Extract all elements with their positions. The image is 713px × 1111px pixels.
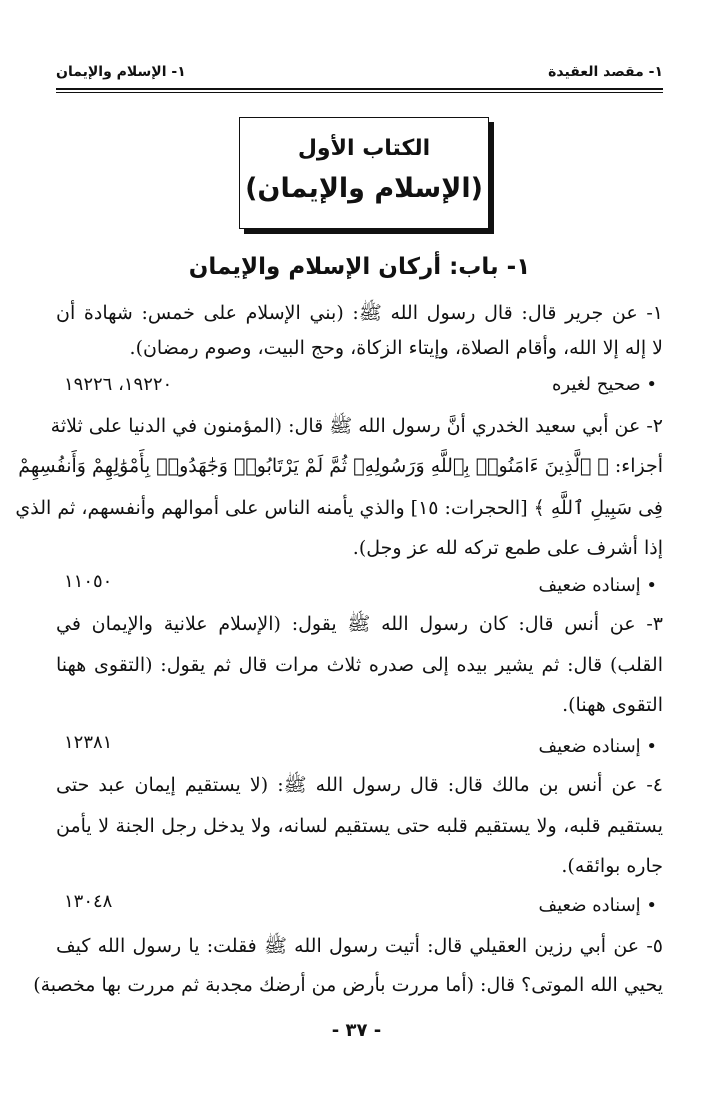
text-line: لا إله إلا الله، وأقام الصلاة، وإيتاء الزكاة، وحج البيت، وصوم رمضان). [129,337,663,359]
header-chapter-title: ١- الإسلام والإيمان [56,64,186,80]
grade-note: • صحيح لغيره [552,374,657,395]
text-line: القلب) قال: ثم يشير بيده إلى صدره ثلاث مرات قال ثم يقول: (التقوى ههنا [56,654,663,676]
book-title: الكتاب الأول [297,136,431,161]
reference-number: ١٢٣٨١ [64,732,113,753]
text-line: ٥- عن أبي رزين العقيلي قال: أتيت رسول الله ﷺ فقلت: يا رسول الله كيف [56,935,663,957]
book-title-box [239,117,489,229]
text-line: جاره بوائقه). [561,855,663,877]
header-rule [56,88,663,90]
reference-number: ١١٠٥٠ [64,571,113,592]
text-line: أجزاء: ﴿ ٱلَّذِينَ ءَامَنُوا۟ بِٱللَّهِ وَرَسُولِهِۦ ثُمَّ لَمْ يَرْتَابُوا۟ وَجَٰهَدُوا۟ بِأَمْوَٰلِهِمْ وَأَنفُسِهِمْ [18,455,663,477]
text-line: فِى سَبِيلِ ٱللَّهِ ﴾ [الحجرات: ١٥] والذي يأمنه الناس على أموالهم وأنفسهم، ثم الذي [15,497,663,519]
header-rule-thin [56,92,663,93]
reference-number: ١٩٢٢٠، ١٩٢٢٦ [64,374,173,395]
book-subtitle: (الإسلام والإيمان) [245,173,483,204]
text-line: ١- عن جرير قال: قال رسول الله ﷺ: (بني الإسلام على خمس: شهادة أن [56,302,663,324]
header-section-title: ١- مقصد العقيدة [548,64,663,80]
page-number: - ٣٧ - [331,1020,382,1041]
text-line: يستقيم قلبه، ولا يستقيم قلبه حتى يستقيم لسانه، ولا يدخل رجل الجنة لا يأمن [56,815,663,837]
text-line: ٢- عن أبي سعيد الخدري أنَّ رسول الله ﷺ قال: (المؤمنون في الدنيا على ثلاثة [50,415,663,437]
text-line: يحيي الله الموتى؟ قال: (أما مررت بأرض من أرضك مجدبة ثم مررت بها مخصبة) [33,974,663,996]
running-header [56,60,663,84]
grade-note: • إسناده ضعيف [538,575,657,596]
text-line: ٤- عن أنس بن مالك قال: قال رسول الله ﷺ: (لا يستقيم إيمان عبد حتى [56,774,663,796]
text-line: التقوى ههنا). [562,694,663,716]
text-line: إذا أشرف على طمع تركه لله عز وجل). [352,537,663,559]
chapter-heading: ١- باب: أركان الإسلام والإيمان [188,254,531,280]
grade-note: • إسناده ضعيف [538,736,657,757]
reference-number: ١٣٠٤٨ [64,891,113,912]
text-line: ٣- عن أنس قال: كان رسول الله ﷺ يقول: (الإسلام علانية والإيمان في [56,613,663,635]
grade-note: • إسناده ضعيف [538,895,657,916]
